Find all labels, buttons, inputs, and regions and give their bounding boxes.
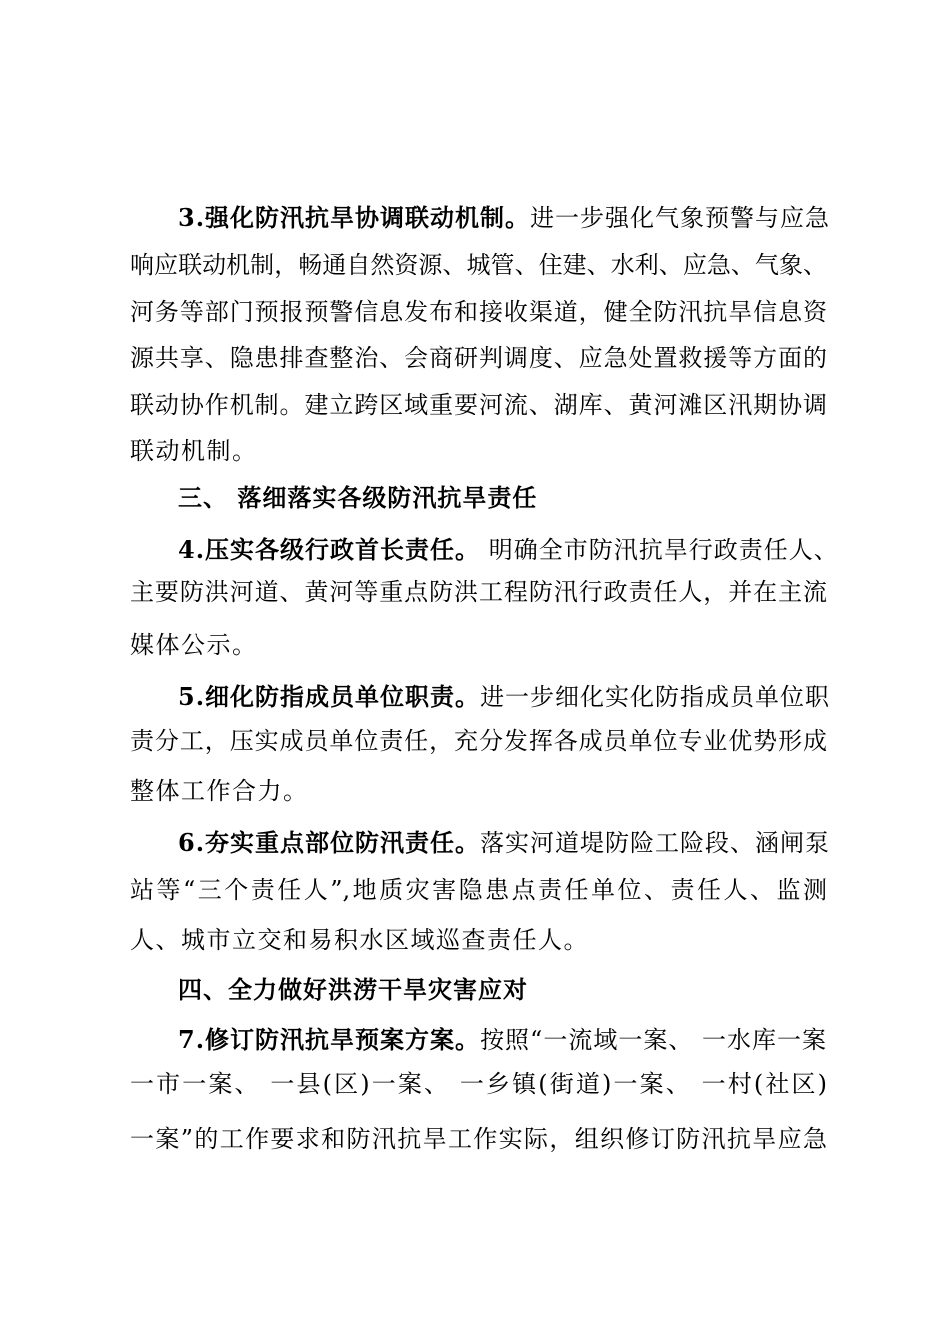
item-text: 明确全市防汛抗旱行政责任人、: [480, 536, 839, 564]
item-text: 进一步强化气象预警与应急: [530, 204, 831, 232]
paragraph-line: [178, 1025, 827, 1055]
item-text: 按照“一流域一案、 一水库一案: [480, 1026, 827, 1054]
item-title: 4.压实各级行政首长责任。: [178, 535, 481, 564]
paragraph-line: 联动协作机制。建立跨区域重要河流、湖库、黄河滩区汛期协调: [130, 391, 827, 419]
paragraph-line: 一案”的工作要求和防汛抗旱工作实际，组织修订防汛抗旱应急: [130, 1125, 827, 1153]
paragraph-line: 主要防洪河道、黄河等重点防洪工程防汛行政责任人，并在主流: [130, 578, 827, 606]
paragraph-line: [178, 203, 830, 233]
item-title: 3.强化防汛抗旱协调联动机制。: [178, 203, 531, 232]
item-title: 5.细化防指成员单位职责。: [178, 682, 481, 711]
item-text: 落实河道堤防险工险段、涵闸泵: [480, 829, 831, 857]
paragraph-line: 响应联动机制，畅通自然资源、城管、住建、水利、应急、气象、: [130, 251, 827, 279]
paragraph-line: 人、城市立交和易积水区域巡查责任人。: [130, 926, 589, 954]
paragraph-line: 媒体公示。: [130, 631, 258, 659]
paragraph-line: [178, 535, 839, 565]
paragraph-line: 河务等部门预报预警信息发布和接收渠道，健全防汛抗旱信息资: [130, 298, 827, 326]
paragraph-line: 整体工作合力。: [130, 777, 309, 805]
paragraph-line: 源共享、隐患排查整治、会商研判调度、应急处置救援等方面的: [130, 344, 827, 372]
paragraph-line: 责分工，压实成员单位责任，充分发挥各成员单位专业优势形成: [130, 727, 827, 755]
section-heading-text: 三、 落细落实各级防汛抗旱责任: [178, 484, 538, 512]
item-text: 进一步细化实化防指成员单位职: [480, 683, 831, 711]
paragraph-line: 一市一案、 一县(区)一案、 一乡镇(街道)一案、 一村(社区): [130, 1070, 827, 1098]
item-title: 6.夯实重点部位防汛责任。: [178, 828, 481, 857]
paragraph-line: 联动机制。: [130, 437, 258, 465]
item-title: 7.修订防汛抗旱预案方案。: [178, 1025, 481, 1054]
paragraph-line: 站等“三个责任人”,地质灾害隐患点责任单位、责任人、监测: [130, 876, 827, 904]
section-heading-text: 四、全力做好洪涝干旱灾害应对: [178, 976, 528, 1004]
paragraph-line: [178, 828, 830, 858]
paragraph-line: [178, 682, 830, 712]
